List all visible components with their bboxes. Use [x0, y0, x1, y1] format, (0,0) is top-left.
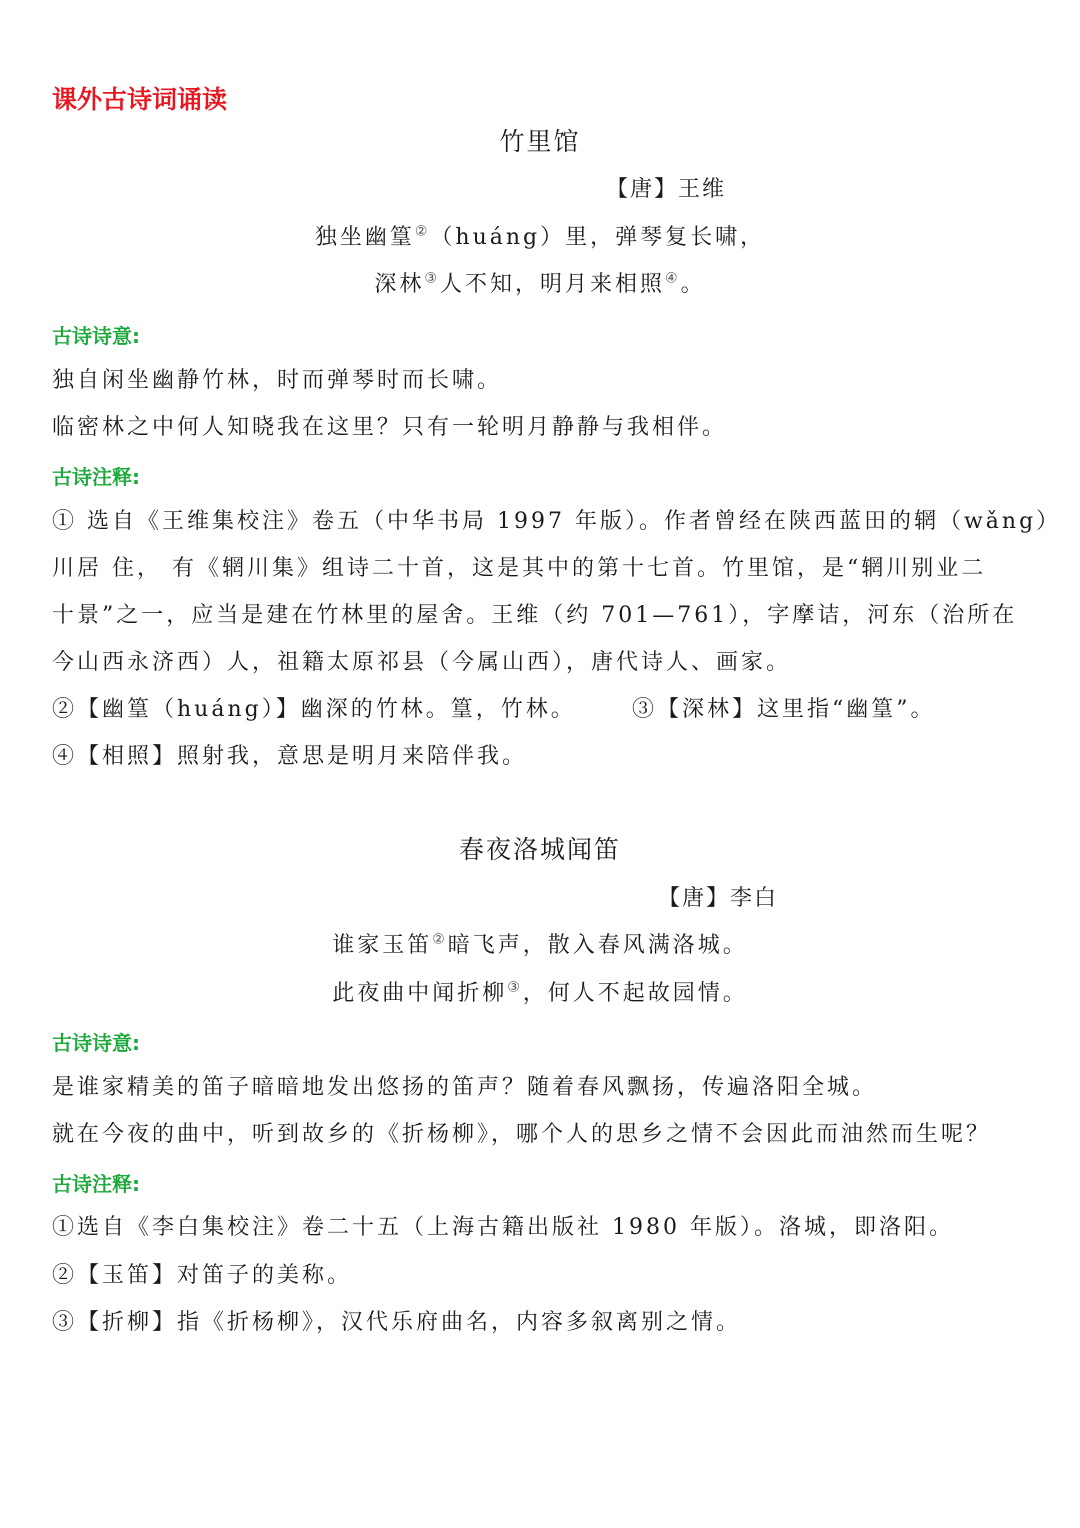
poem2-note-2: ②【玉笛】对笛子的美称。 — [52, 1263, 353, 1288]
poem2-note-3: ③【折柳】指《折杨柳》，汉代乐府曲名，内容多叙离别之情。 — [52, 1310, 742, 1335]
poem1-note-line-1: ① 选自《王维集校注》卷五（中华书局 1997 年版）。作者曾经在陕西蓝田的辋（wǎng） — [52, 509, 1062, 534]
poem1-note-line-2: 川居 住， 有《辋川集》组诗二十首，这是其中的第十七首。竹里馆，是“辋川别业二 — [52, 556, 987, 581]
poem2-author: 【唐】李白 — [658, 886, 779, 911]
footnote-mark: ④ — [665, 270, 681, 287]
poem1-line-2-b: 人不知，明月来相照 — [439, 272, 665, 297]
poem1-line-1-a: 独坐幽篁 — [314, 225, 415, 250]
poem1-line-1 — [0, 220, 1080, 251]
poem1-line-2-a: 深林 — [374, 272, 425, 297]
footnote-mark: ② — [432, 931, 448, 948]
poem1-note-3: ③【深林】这里指“幽篁”。 — [632, 697, 936, 722]
poem1-line-2 — [0, 267, 1080, 298]
poem1-line-2-c: 。 — [680, 272, 706, 297]
poem2-line-2-a: 此夜曲中闻折柳 — [332, 981, 508, 1006]
poem2-line-1-b: 暗飞声，散入春风满洛城。 — [447, 933, 748, 958]
footnote-mark: ② — [414, 223, 431, 240]
poem2-meaning-2: 就在今夜的曲中，听到故乡的《折杨柳》，哪个人的思乡之情不会因此而油然而生呢？ — [52, 1122, 992, 1147]
poem1-notes-label: 古诗注释: — [52, 465, 140, 489]
section-title: 课外古诗词诵读 — [52, 85, 228, 114]
poem2-line-1 — [0, 928, 1080, 959]
footnote-mark: ③ — [507, 979, 523, 996]
poem2-line-1-a: 谁家玉笛 — [332, 933, 433, 958]
poem1-line-1-b: （huáng）里，弹琴复长啸， — [430, 225, 766, 250]
poem1-meaning-label: 古诗诗意: — [52, 324, 140, 348]
footnote-mark: ③ — [424, 270, 440, 287]
poem2-title: 春夜洛城闻笛 — [458, 835, 621, 864]
poem1-note-line-3: 十景”之一，应当是建在竹林里的屋舍。王维（约 701—761），字摩诘，河东（治所在 — [52, 603, 1018, 628]
poem2-line-2-b: ，何人不起故园情。 — [522, 981, 748, 1006]
poem2-line-2 — [0, 976, 1080, 1007]
poem1-note-4: ④【相照】照射我，意思是明月来陪伴我。 — [52, 744, 528, 769]
poem2-notes-label: 古诗注释: — [52, 1172, 140, 1196]
poem1-note-line-4: 今山西永济西）人，祖籍太原祁县（今属山西），唐代诗人、画家。 — [52, 650, 792, 675]
poem2-note-1: ①选自《李白集校注》卷二十五（上海古籍出版社 1980 年版）。洛城，即洛阳。 — [52, 1215, 954, 1240]
poem2-meaning-1: 是谁家精美的笛子暗暗地发出悠扬的笛声？随着春风飘扬，传遍洛阳全城。 — [52, 1075, 878, 1100]
poem1-author: 【唐】王维 — [606, 177, 727, 202]
poem1-meaning-1: 独自闲坐幽静竹林，时而弹琴时而长啸。 — [52, 368, 503, 393]
poem1-note-2: ②【幽篁（huáng）】幽深的竹林。篁，竹林。 — [52, 697, 576, 722]
poem2-meaning-label: 古诗诗意: — [52, 1031, 140, 1055]
poem1-meaning-2: 临密林之中何人知晓我在这里？只有一轮明月静静与我相伴。 — [52, 415, 728, 440]
poem1-title: 竹里馆 — [499, 127, 581, 156]
